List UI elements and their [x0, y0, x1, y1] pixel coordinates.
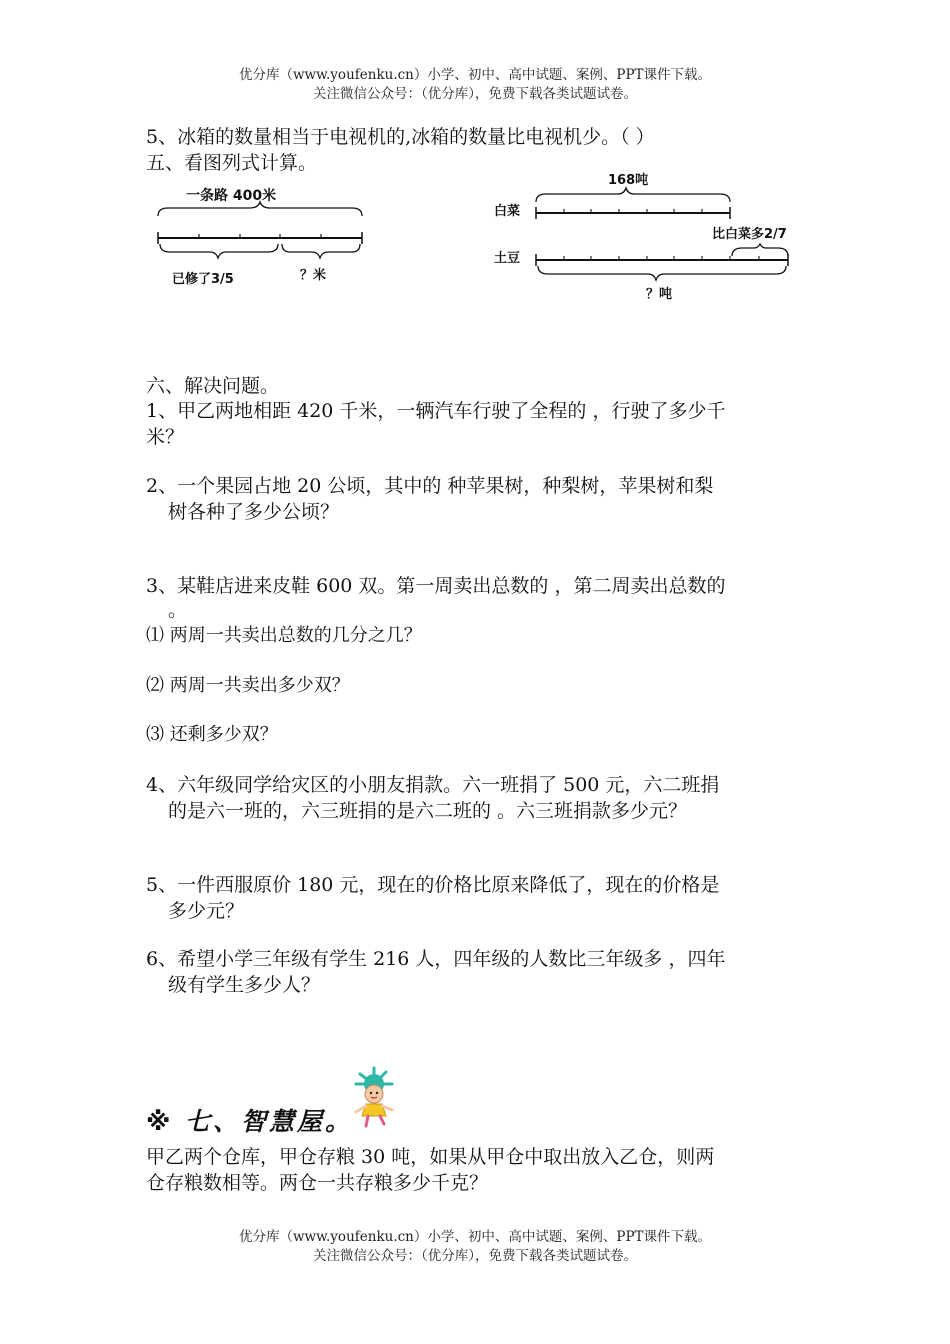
- extra-label: 比白菜多2/7: [712, 227, 787, 242]
- potato-brace: [538, 266, 786, 280]
- problem-1-line-2: 米？: [146, 426, 185, 448]
- problem-6-line-1: 6、希望小学三年级有学生 216 人，四年级的人数比三年级多 ，四年: [146, 948, 726, 970]
- problem-1-line-1: 1、甲乙两地相距 420 千米，一辆汽车行驶了全程的 ，行驶了多少千: [146, 400, 726, 422]
- road-remaining-label: ？米: [300, 268, 327, 283]
- cabbage-brace: [536, 188, 730, 202]
- cartoon-girl-icon: [346, 1066, 402, 1128]
- page-footer: [0, 1228, 950, 1266]
- section-7-title: ※ 七、智慧屋。: [146, 1107, 354, 1136]
- problem-4-line-1: 4、六年级同学给灾区的小朋友捐款。六一班捐了 500 元，六二班捐: [146, 774, 720, 796]
- section-6-title: 六、解决问题。: [146, 375, 280, 397]
- section-5-title: 五、看图列式计算。: [146, 152, 318, 174]
- extra-brace: [732, 244, 788, 256]
- header-line-1: 优分库（www.youfenku.cn）小学、初中、高中试题、案例、PPT课件下载。: [238, 67, 712, 83]
- problem-2-line-2: 树各种了多少公顷？: [168, 501, 340, 523]
- problem-6-line-2: 级有学生多少人？: [168, 974, 321, 996]
- footer-line-2: 关注微信公众号：（优分库），免费下载各类试题试卷。: [313, 1248, 637, 1264]
- problem-2-line-1: 2、一个果园占地 20 公顷，其中的 种苹果树，种梨树，苹果树和梨: [146, 475, 714, 497]
- cabbage-label: 白菜: [494, 204, 521, 219]
- section-7-line-2: 仓存粮数相等。两仓一共存粮多少千克？: [146, 1172, 489, 1194]
- page-header: [0, 66, 950, 104]
- problem-3-sub-3: ⑶ 还剩多少双？: [146, 724, 278, 745]
- header-line-2: 关注微信公众号：（优分库），免费下载各类试题试卷。: [313, 86, 637, 102]
- diagram-vegetables: [490, 168, 810, 308]
- problem-5-line-1: 5、一件西服原价 180 元，现在的价格比原来降低了，现在的价格是: [146, 874, 720, 896]
- problem-3-sub-1: ⑴ 两周一共卖出总数的几分之几？: [146, 625, 422, 646]
- problem-3-line-1: 3、某鞋店进来皮鞋 600 双。第一周卖出总数的 ，第二周卖出总数的: [146, 575, 726, 597]
- road-top-brace: [158, 202, 362, 216]
- problem-3-sub-2: ⑵ 两周一共卖出多少双？: [146, 675, 350, 696]
- road-remaining-brace: [282, 244, 360, 258]
- potato-amount-label: ？吨: [646, 287, 673, 302]
- potato-label: 土豆: [494, 251, 521, 266]
- problem-3-line-2: 。: [168, 599, 188, 621]
- road-total-label: 一条路 400米: [186, 188, 277, 204]
- footer-line-1: 优分库（www.youfenku.cn）小学、初中、高中试题、案例、PPT课件下载。: [238, 1229, 712, 1245]
- cabbage-amount-label: 168吨: [608, 173, 649, 188]
- road-built-brace: [160, 244, 278, 258]
- diagram-road: [150, 180, 380, 290]
- problem-5-line-2: 多少元？: [168, 900, 245, 922]
- road-built-label: 已修了3/5: [172, 272, 234, 287]
- judge-question-5: 5、冰箱的数量相当于电视机的,冰箱的数量比电视机少。（ ）: [146, 126, 655, 148]
- section-7-line-1: 甲乙两个仓库，甲仓存粮 30 吨，如果从甲仓中取出放入乙仓，则两: [146, 1146, 715, 1168]
- problem-4-line-2: 的是六一班的，六三班捐的是六二班的 。六三班捐款多少元？: [168, 800, 688, 822]
